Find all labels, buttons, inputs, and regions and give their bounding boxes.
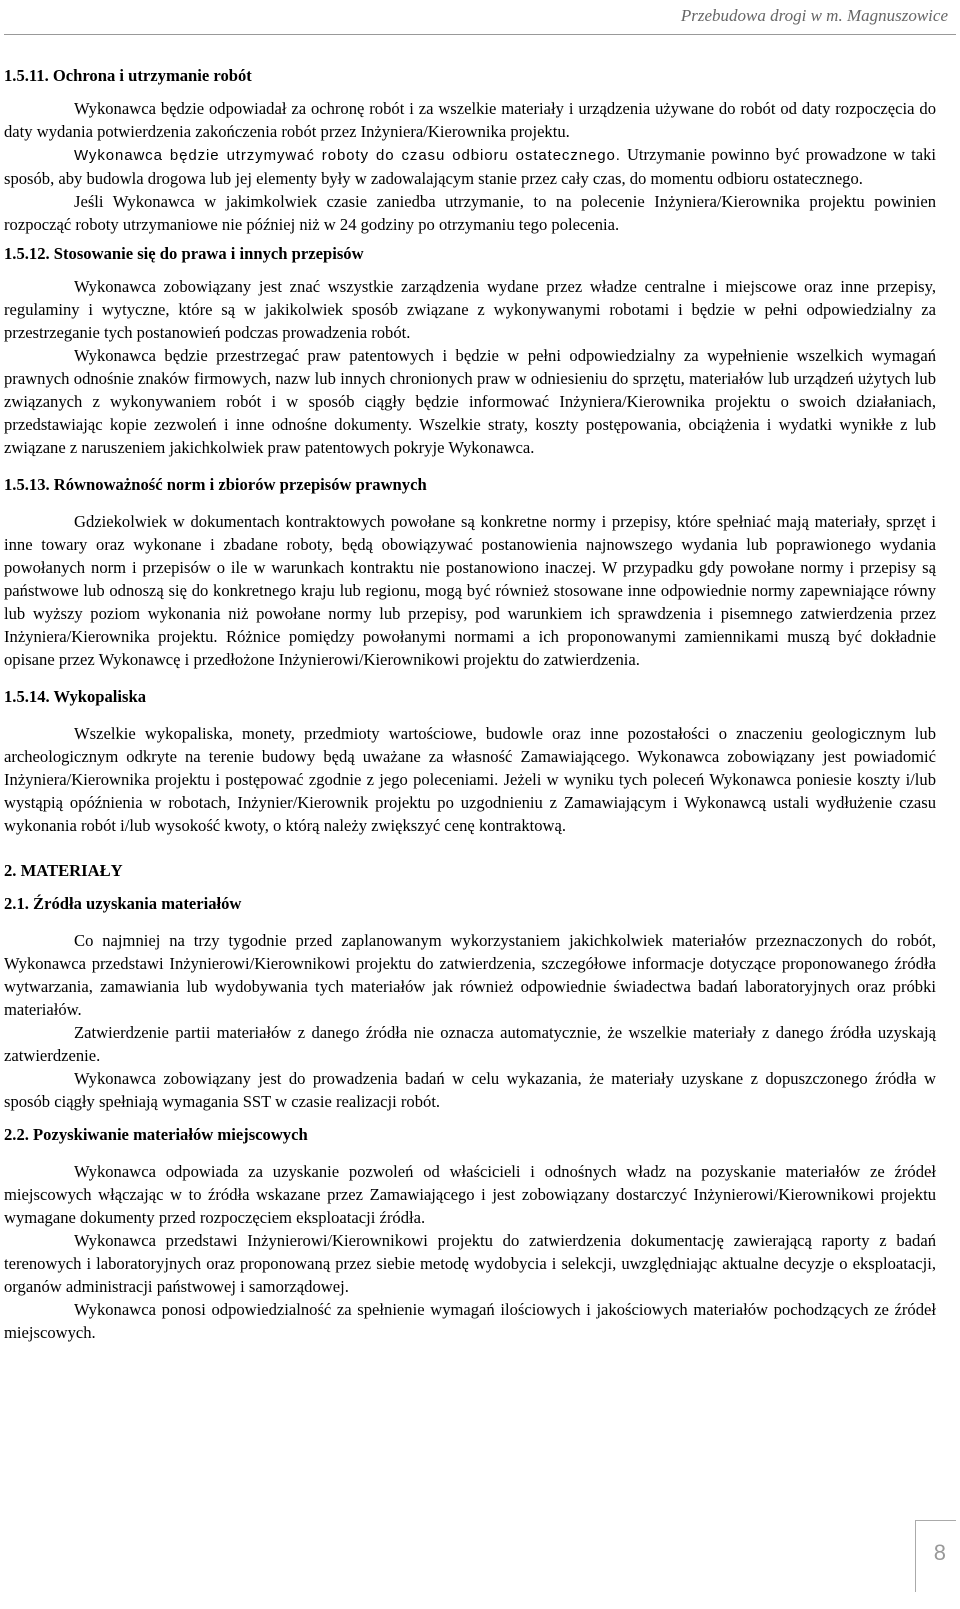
- document-body: [4, 64, 936, 1344]
- section-heading-1-5-11: 1.5.11. Ochrona i utrzymanie robót: [4, 66, 252, 85]
- footer-rule-horizontal: [916, 1520, 956, 1521]
- paragraph: Wykonawca zobowiązany jest znać wszystkie zarządzenia wydane przez władze centralne i miejscowe oraz inne przepisy, regulaminy i wytyczne, które są w jakikolwiek sposób związane z wykonywanymi robotami i będzie w pełni odpowiedzialny za przestrzeganie tych postanowień podczas prowadzenia robót.: [4, 277, 936, 342]
- paragraph: Gdziekolwiek w dokumentach kontraktowych powołane są konkretne normy i przepisy, które spełniać mają materiały, sprzęt i inne towary oraz wykonane i zbadane roboty, będą obowiązywać postanowienia najnowszego wydania lub poprawionego wydania powołanych norm i przepisów o ile w warunkach kontraktu nie postanowiono inaczej. W przypadku gdy powołane normy i przepisy są państwowe lub odnoszą się do konkretnego kraju lub regionu, mogą być również stosowane inne odpowiednie normy zapewniające równy lub wyższy poziom wykonania niż powołane normy lub przepisy, pod warunkiem ich sprawdzenia i pisemnego zatwierdzenia przez Inżyniera/Kierownika projektu. Różnice pomiędzy powołanymi normami a ich proponowanymi zamiennikami muszą być dokładnie opisane przez Wykonawcę i przedłożone Inżynierowi/Kierownikowi projektu do zatwierdzenia.: [4, 512, 936, 669]
- paragraph: Wykonawca będzie odpowiadał za ochronę robót i za wszelkie materiały i urządzenia używane do robót od daty rozpoczęcia do daty wydania potwierdzenia zakończenia robót przez Inżyniera/Kierownika projektu.: [4, 99, 936, 141]
- paragraph: Jeśli Wykonawca w jakimkolwiek czasie zaniedba utrzymanie, to na polecenie Inżyniera/Kierownika projektu powinien rozpocząć roboty utrzymaniowe nie później niż w 24 godziny po otrzymaniu tego polecenia.: [4, 192, 936, 234]
- section-heading-1-5-12: 1.5.12. Stosowanie się do prawa i innych przepisów: [4, 244, 364, 263]
- section-heading-2: 2. MATERIAŁY: [4, 861, 123, 880]
- section-heading-2-2: 2.2. Pozyskiwanie materiałów miejscowych: [4, 1125, 308, 1144]
- paragraph-text: Wykonawca będzie utrzymywać roboty do czasu odbioru ostatecznego.: [74, 147, 621, 164]
- section-heading-1-5-14: 1.5.14. Wykopaliska: [4, 687, 147, 706]
- page-number: 8: [933, 1540, 946, 1565]
- header-rule: [4, 34, 956, 35]
- paragraph: Wykonawca zobowiązany jest do prowadzenia badań w celu wykazania, że materiały uzyskane z dopuszczonego źródła w sposób ciągły spełniają wymagania SST w czasie realizacji robót.: [4, 1069, 936, 1111]
- paragraph: Wykonawca odpowiada za uzyskanie pozwoleń od właścicieli i odnośnych władz na pozyskanie materiałów ze źródeł miejscowych włączając w to źródła wskazane przez Zamawiającego i jest zobowiązany dostarczyć Inżynierowi/Kierownikowi projektu wymagane dokumenty przed rozpoczęciem eksploatacji źródła.: [4, 1162, 936, 1227]
- paragraph: Wykonawca będzie przestrzegać praw patentowych i będzie w pełni odpowiedzialny za wypełnienie wszelkich wymagań prawnych odnośnie znaków firmowych, nazw lub innych chronionych praw w odniesieniu do sprzętu, materiałów lub urządzeń użytych lub związanych z wykonywaniem robót i w sposób ciągły będzie informować Inżyniera/Kierownika projektu o swoich działaniach, przedstawiając kopie zezwoleń i inne odnośne dokumenty. Wszelkie straty, koszty postępowania, obciążenia i wydatki wynikłe z lub związane z naruszeniem jakichkolwiek praw patentowych pokryje Wykonawca.: [4, 346, 936, 457]
- footer-rule-vertical: [915, 1520, 916, 1592]
- paragraph: Wykonawca ponosi odpowiedzialność za spełnienie wymagań ilościowych i jakościowych materiałów pochodzących ze źródeł miejscowych.: [4, 1300, 936, 1342]
- paragraph: Zatwierdzenie partii materiałów z danego źródła nie oznacza automatycznie, że wszelkie materiały z danego źródła uzyskają zatwierdzenie.: [4, 1023, 936, 1065]
- paragraph: Co najmniej na trzy tygodnie przed zaplanowanym wykorzystaniem jakichkolwiek materiałów przeznaczonych do robót, Wykonawca przedstawi Inżynierowi/Kierownikowi projektu do zatwierdzenia, szczegółowe informacje dotyczące proponowanego źródła wytwarzania, zamawiania lub wydobywania tych materiałów jak również odpowiednie świadectwa badań laboratoryjnych oraz próbki materiałów.: [4, 931, 936, 1019]
- section-heading-1-5-13: 1.5.13. Równoważność norm i zbiorów przepisów prawnych: [4, 475, 427, 494]
- paragraph-text: Utrzymanie powinno być prowadzone w taki sposób, aby budowla drogowa lub jej elementy były w zadowalającym stanie przez cały czas, do momentu odbioru ostatecznego.: [4, 145, 936, 188]
- running-header: Przebudowa drogi w m. Magnuszowice: [680, 6, 948, 25]
- paragraph: [4, 143, 936, 190]
- paragraph: Wszelkie wykopaliska, monety, przedmioty wartościowe, budowle oraz inne pozostałości o znaczeniu geologicznym lub archeologicznym odkryte na terenie budowy będą uważane za własność Zamawiającego. Wykonawca zobowiązany jest powiadomić Inżyniera/Kierownika projektu i postępować zgodnie z jego poleceniami. Jeżeli w wyniku tych poleceń Wykonawca poniesie koszty i/lub wystąpią opóźnienia w robotach, Inżynier/Kierownik projektu po uzgodnieniu z Zamawiającym i Wykonawcą ustali wydłużenie czasu wykonania robót i/lub wysokość kwoty, o którą należy zwiększyć cenę kontraktową.: [4, 724, 936, 835]
- paragraph: Wykonawca przedstawi Inżynierowi/Kierownikowi projektu do zatwierdzenia dokumentację zawierającą raporty z badań terenowych i laboratoryjnych oraz proponowaną przez siebie metodę wydobycia i selekcji, uwzględniając aktualne decyzje o eksploatacji, organów administracji państwowej i samorządowej.: [4, 1231, 936, 1296]
- section-heading-2-1: 2.1. Źródła uzyskania materiałów: [4, 894, 242, 913]
